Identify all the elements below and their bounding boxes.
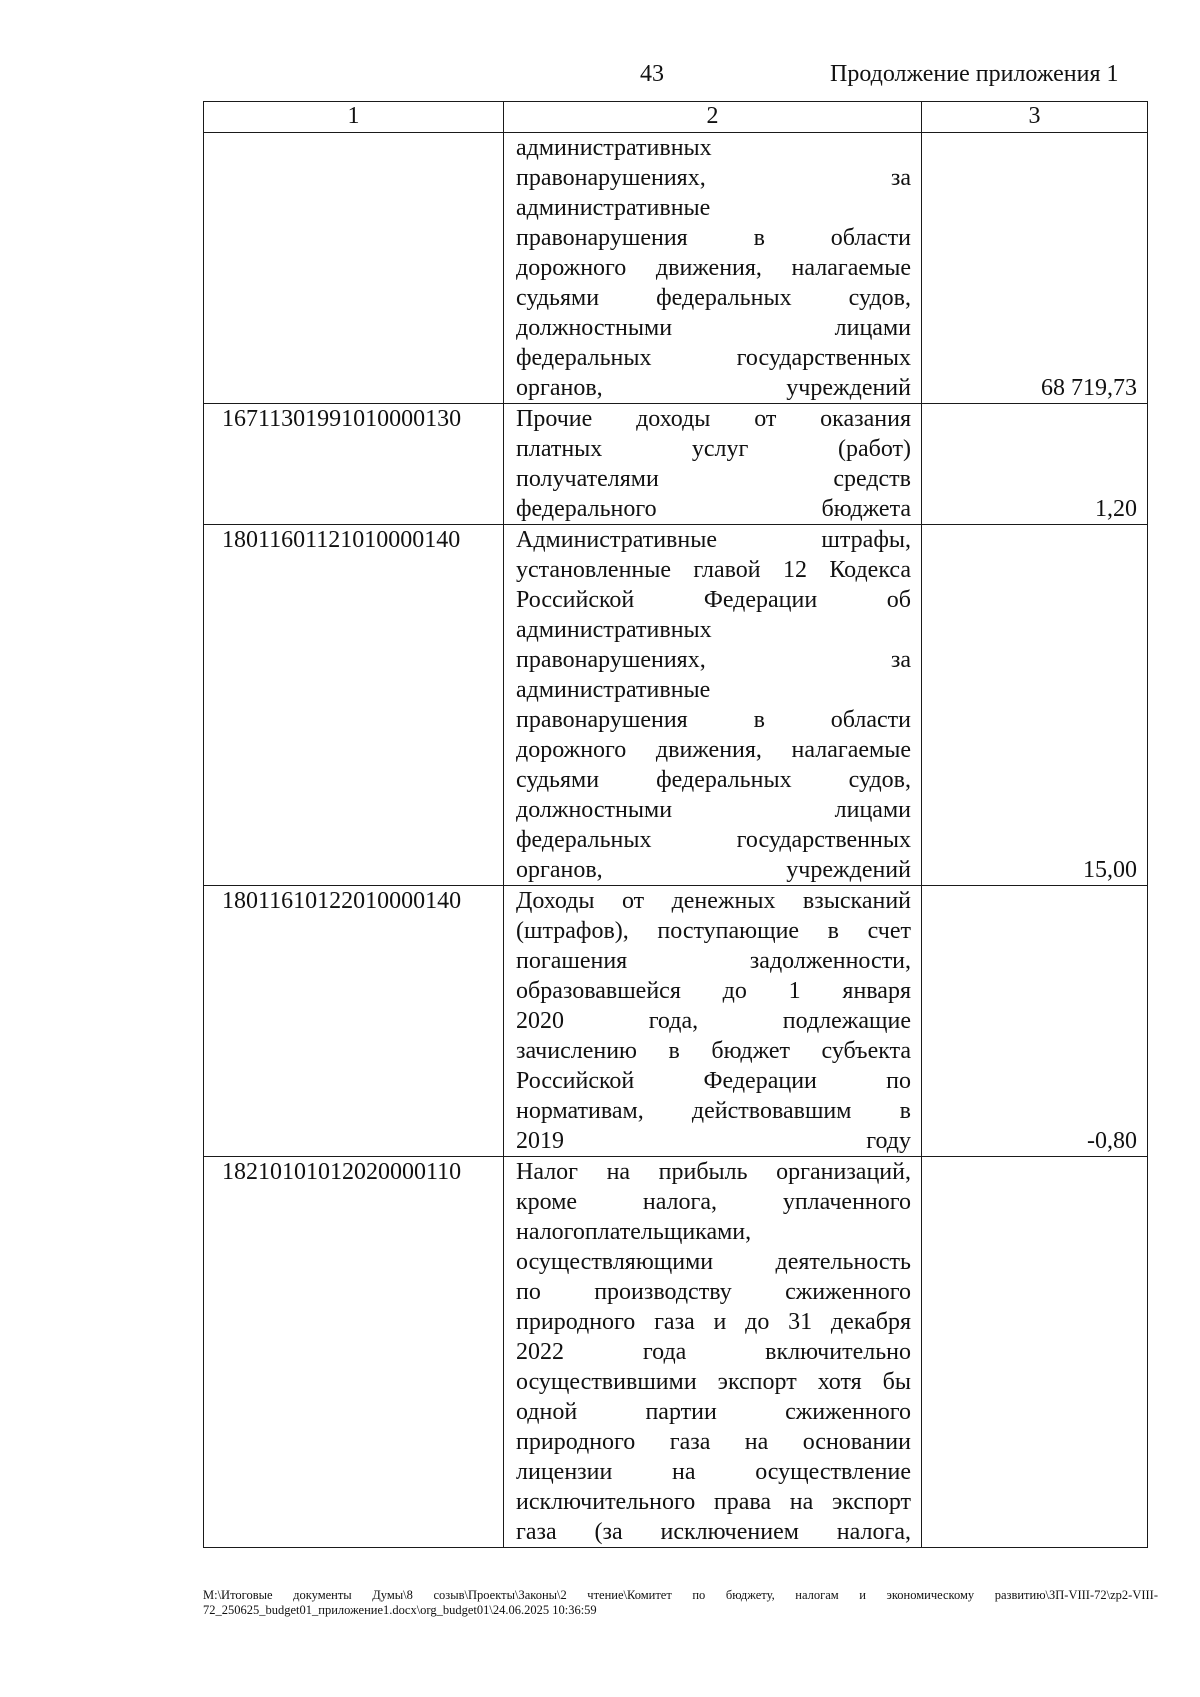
continuation-label: Продолжение приложения 1: [830, 61, 1119, 87]
revenue-description: [504, 525, 922, 886]
description-line: федерального бюджета: [516, 496, 911, 522]
description-line: правонарушениях, за: [516, 165, 911, 191]
description-line: исключительного права на экспорт: [516, 1489, 911, 1515]
description-line: правонарушениях, за: [516, 647, 911, 673]
revenue-amount: 68 719,73: [922, 133, 1148, 404]
description-line: установленные главой 12 Кодекса: [516, 557, 911, 583]
revenue-amount: 1,20: [922, 404, 1148, 525]
description-line: лицензии на осуществление: [516, 1459, 911, 1485]
description-line: природного газа на основании: [516, 1429, 911, 1455]
revenue-code: [204, 133, 504, 404]
description-line: погашения задолженности,: [516, 948, 911, 974]
revenue-description: [504, 404, 922, 525]
revenue-description: [504, 886, 922, 1157]
description-line: одной партии сжиженного: [516, 1399, 911, 1425]
description-line: Российской Федерации по: [516, 1068, 911, 1094]
description-line: дорожного движения, налагаемые: [516, 255, 911, 281]
revenue-code: 18210101012020000110: [204, 1157, 504, 1548]
description-line: Прочие доходы от оказания: [516, 406, 911, 432]
description-line: правонарушения в области: [516, 225, 911, 251]
description-line: по производству сжиженного: [516, 1279, 911, 1305]
table-row: [204, 1157, 1148, 1548]
table-row: [204, 886, 1148, 1157]
description-line: Российской Федерации об: [516, 587, 911, 613]
table-row: [204, 133, 1148, 404]
description-line: осуществившими экспорт хотя бы: [516, 1369, 911, 1395]
description-line: органов, учреждений: [516, 375, 911, 401]
revenue-amount: [922, 1157, 1148, 1548]
description-line: налогоплательщиками,: [516, 1219, 752, 1245]
description-line: природного газа и до 31 декабря: [516, 1309, 911, 1335]
description-line: зачислению в бюджет субъекта: [516, 1038, 911, 1064]
table-row: [204, 525, 1148, 886]
revenue-code: 18011610122010000140: [204, 886, 504, 1157]
description-line: административные: [516, 677, 711, 703]
description-line: федеральных государственных: [516, 827, 911, 853]
description-line: 2020 года, подлежащие: [516, 1008, 911, 1034]
description-line: должностными лицами: [516, 797, 911, 823]
column-header-2: 2: [504, 102, 922, 133]
revenue-code: 18011601121010000140: [204, 525, 504, 886]
description-line: административные: [516, 195, 711, 221]
description-line: административных: [516, 135, 712, 161]
file-path-footer: M:\Итоговые документы Думы\8 созыв\Проекты\Законы\2 чтение\Комитет по бюджету, налогам и экономическому развитию\ЗП-VIII-72\zp2-VIII-72_250625_budget01_приложение1.docx\org_budget01\24.06.2025 10:36:59: [203, 1588, 1158, 1617]
revenue-description: [504, 133, 922, 404]
description-line: кроме налога, уплаченного: [516, 1189, 911, 1215]
column-header-3: 3: [922, 102, 1148, 133]
revenue-table: [203, 101, 1148, 1548]
description-line: судьями федеральных судов,: [516, 767, 911, 793]
description-line: должностными лицами: [516, 315, 911, 341]
revenue-amount: -0,80: [922, 886, 1148, 1157]
description-line: Доходы от денежных взысканий: [516, 888, 911, 914]
description-line: 2019 году: [516, 1128, 911, 1154]
description-line: дорожного движения, налагаемые: [516, 737, 911, 763]
description-line: газа (за исключением налога,: [516, 1519, 911, 1545]
description-line: получателями средств: [516, 466, 911, 492]
table-header-row: [204, 102, 1148, 133]
description-line: платных услуг (работ): [516, 436, 911, 462]
description-line: органов, учреждений: [516, 857, 911, 883]
description-line: Административные штрафы,: [516, 527, 911, 553]
description-line: нормативам, действовавшим в: [516, 1098, 911, 1124]
description-line: административных: [516, 617, 712, 643]
description-line: судьями федеральных судов,: [516, 285, 911, 311]
revenue-amount: 15,00: [922, 525, 1148, 886]
revenue-description: [504, 1157, 922, 1548]
column-header-1: 1: [204, 102, 504, 133]
revenue-code: 16711301991010000130: [204, 404, 504, 525]
description-line: правонарушения в области: [516, 707, 911, 733]
description-line: (штрафов), поступающие в счет: [516, 918, 911, 944]
description-line: 2022 года включительно: [516, 1339, 911, 1365]
description-line: федеральных государственных: [516, 345, 911, 371]
description-line: образовавшейся до 1 января: [516, 978, 911, 1004]
page-number: 43: [640, 61, 664, 87]
description-line: осуществляющими деятельность: [516, 1249, 911, 1275]
description-line: Налог на прибыль организаций,: [516, 1159, 911, 1185]
table-row: [204, 404, 1148, 525]
